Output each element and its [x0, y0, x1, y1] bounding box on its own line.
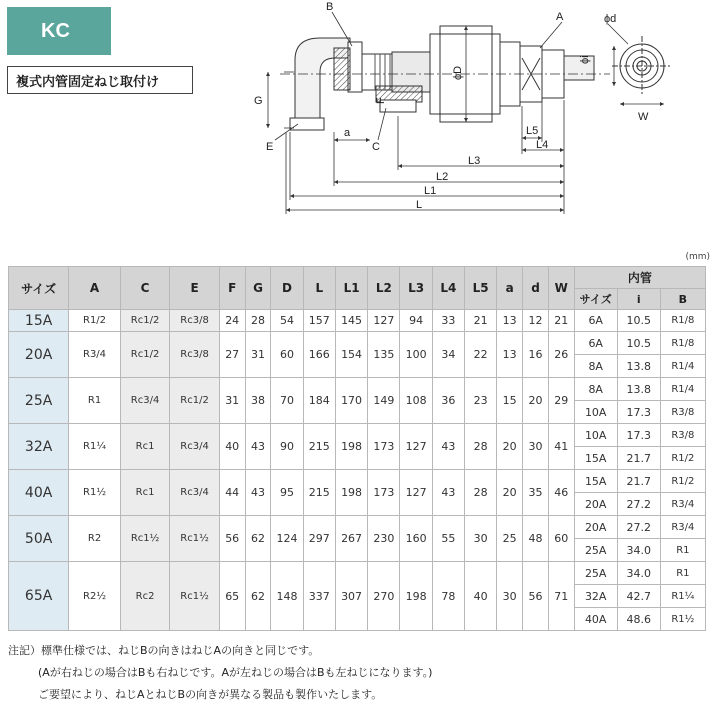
size-cell: 25A	[9, 378, 69, 424]
note-line-1: 注記）標準仕様では、ねじBの向きはねじAの向きと同じです。	[8, 644, 320, 657]
column-header: F	[219, 267, 245, 310]
cell-l3: 160	[400, 516, 432, 562]
table-row	[9, 562, 706, 585]
cell-c: Rc1½	[120, 516, 169, 562]
inner-cell-b: R3/8	[660, 424, 705, 447]
size-cell: 15A	[9, 310, 69, 332]
cell-e: Rc3/8	[170, 332, 219, 378]
cell-a: R2	[69, 516, 121, 562]
column-header: E	[170, 267, 219, 310]
label-E: E	[266, 141, 274, 153]
cell-l: 215	[303, 424, 335, 470]
cell-a: 13	[497, 310, 523, 332]
cell-a: R1½	[69, 470, 121, 516]
cell-l4: 43	[432, 470, 464, 516]
cell-l5: 28	[465, 424, 497, 470]
column-header: L1	[335, 267, 367, 310]
cell-c: Rc1/2	[120, 332, 169, 378]
inner-cell-b: R3/4	[660, 493, 705, 516]
label-L: L	[416, 199, 423, 211]
column-header: L4	[432, 267, 464, 310]
inner-cell-i: 13.8	[617, 378, 660, 401]
cell-a: R1	[69, 378, 121, 424]
inner-cell-size: 6A	[574, 310, 617, 332]
cell-w: 41	[548, 424, 574, 470]
cell-l4: 34	[432, 332, 464, 378]
cell-l3: 108	[400, 378, 432, 424]
cell-d: 124	[271, 516, 303, 562]
label-phi-D: ϕD	[452, 65, 464, 80]
elbow-body	[290, 38, 362, 130]
inner-cell-size: 10A	[574, 424, 617, 447]
cell-a: 15	[497, 378, 523, 424]
inner-pipe-header: 内管	[574, 267, 705, 289]
inner-cell-i: 48.6	[617, 608, 660, 631]
inner-cell-i: 27.2	[617, 493, 660, 516]
cell-l4: 78	[432, 562, 464, 631]
inner-cell-i: 17.3	[617, 401, 660, 424]
cell-l5: 22	[465, 332, 497, 378]
column-header: L	[303, 267, 335, 310]
cell-f: 31	[219, 378, 245, 424]
inner-cell-i: 42.7	[617, 585, 660, 608]
column-header: C	[120, 267, 169, 310]
notes	[8, 640, 432, 704]
cell-l2: 135	[368, 332, 400, 378]
label-phi-d: ϕd	[604, 13, 617, 25]
size-cell: 50A	[9, 516, 69, 562]
cell-l2: 127	[368, 310, 400, 332]
column-header: W	[548, 267, 574, 310]
cell-e: Rc3/4	[170, 424, 219, 470]
inner-cell-size: 20A	[574, 493, 617, 516]
technical-drawing	[240, 0, 720, 225]
inner-cell-size: 20A	[574, 516, 617, 539]
cell-l1: 145	[335, 310, 367, 332]
cell-d: 30	[523, 424, 549, 470]
cell-a: 20	[497, 470, 523, 516]
table-row	[9, 516, 706, 539]
cell-l3: 127	[400, 424, 432, 470]
inner-thread	[362, 52, 432, 112]
cell-l3: 94	[400, 310, 432, 332]
inner-cell-size: 15A	[574, 447, 617, 470]
column-header: A	[69, 267, 121, 310]
cell-c: Rc1	[120, 424, 169, 470]
cell-c: Rc3/4	[120, 378, 169, 424]
cell-d: 95	[271, 470, 303, 516]
cell-d: 12	[523, 310, 549, 332]
cell-l: 215	[303, 470, 335, 516]
label-a: a	[344, 127, 351, 139]
label-phi-i: ϕi	[579, 55, 591, 64]
cell-d: 56	[523, 562, 549, 631]
label-A: A	[556, 11, 564, 23]
cell-l2: 173	[368, 424, 400, 470]
inner-cell-b: R3/8	[660, 401, 705, 424]
cell-f: 56	[219, 516, 245, 562]
cell-d: 54	[271, 310, 303, 332]
cell-w: 26	[548, 332, 574, 378]
column-header: d	[523, 267, 549, 310]
cell-g: 38	[245, 378, 271, 424]
cell-l4: 33	[432, 310, 464, 332]
cell-l1: 198	[335, 424, 367, 470]
cell-g: 43	[245, 470, 271, 516]
column-header: L3	[400, 267, 432, 310]
cell-l3: 100	[400, 332, 432, 378]
size-cell: 65A	[9, 562, 69, 631]
inner-cell-size: 10A	[574, 401, 617, 424]
inner-cell-b: R1/2	[660, 447, 705, 470]
size-cell: 32A	[9, 424, 69, 470]
label-G: G	[254, 95, 263, 107]
cell-f: 65	[219, 562, 245, 631]
cell-l4: 55	[432, 516, 464, 562]
cell-l2: 149	[368, 378, 400, 424]
cell-l1: 170	[335, 378, 367, 424]
cell-a: R1/2	[69, 310, 121, 332]
inner-cell-size: 25A	[574, 562, 617, 585]
cell-d: 16	[523, 332, 549, 378]
table-head	[9, 267, 706, 310]
cell-f: 40	[219, 424, 245, 470]
inner-subheader: i	[617, 289, 660, 310]
cell-l2: 230	[368, 516, 400, 562]
inner-subheader: B	[660, 289, 705, 310]
inner-cell-i: 21.7	[617, 447, 660, 470]
cell-l1: 267	[335, 516, 367, 562]
size-cell: 40A	[9, 470, 69, 516]
table-row	[9, 332, 706, 355]
inner-cell-b: R1/4	[660, 378, 705, 401]
cell-f: 24	[219, 310, 245, 332]
subtitle-text: 複式内管固定ねじ取付け	[16, 74, 160, 90]
cell-e: Rc1½	[170, 562, 219, 631]
label-B: B	[326, 1, 334, 13]
subtitle-box	[7, 66, 193, 94]
table-row	[9, 470, 706, 493]
cell-e: Rc3/8	[170, 310, 219, 332]
inner-cell-i: 21.7	[617, 470, 660, 493]
cell-l4: 43	[432, 424, 464, 470]
inner-cell-size: 8A	[574, 378, 617, 401]
cell-d: 148	[271, 562, 303, 631]
inner-cell-i: 10.5	[617, 310, 660, 332]
label-L3: L3	[468, 155, 481, 167]
cell-a: R3/4	[69, 332, 121, 378]
cell-l1: 154	[335, 332, 367, 378]
end-view	[612, 36, 672, 96]
cell-a: 13	[497, 332, 523, 378]
cell-w: 21	[548, 310, 574, 332]
inner-cell-i: 17.3	[617, 424, 660, 447]
inner-cell-size: 15A	[574, 470, 617, 493]
cell-c: Rc2	[120, 562, 169, 631]
column-header: L5	[465, 267, 497, 310]
column-header: D	[271, 267, 303, 310]
cell-l: 166	[303, 332, 335, 378]
cell-l1: 198	[335, 470, 367, 516]
cell-d: 70	[271, 378, 303, 424]
label-L4: L4	[536, 139, 549, 151]
label-C: C	[372, 141, 380, 153]
note-line-2: (Aが右ねじの場合はBも右ねじです。Aが左ねじの場合はBも左ねじになります。)	[38, 666, 433, 679]
cell-e: Rc1/2	[170, 378, 219, 424]
cell-a: R1¼	[69, 424, 121, 470]
cell-a: 20	[497, 424, 523, 470]
table-row	[9, 310, 706, 332]
label-W: W	[638, 111, 649, 123]
cell-d: 48	[523, 516, 549, 562]
cell-w: 71	[548, 562, 574, 631]
cell-g: 31	[245, 332, 271, 378]
cell-g: 62	[245, 562, 271, 631]
inner-cell-size: 25A	[574, 539, 617, 562]
inner-cell-b: R3/4	[660, 516, 705, 539]
cell-a: 30	[497, 562, 523, 631]
cell-l3: 198	[400, 562, 432, 631]
inner-cell-i: 27.2	[617, 516, 660, 539]
column-header: L2	[368, 267, 400, 310]
cell-c: Rc1/2	[120, 310, 169, 332]
label-L2: L2	[436, 171, 449, 183]
spec-table	[8, 266, 706, 631]
cell-l3: 127	[400, 470, 432, 516]
column-header: a	[497, 267, 523, 310]
inner-subheader: サイズ	[574, 289, 617, 310]
cell-d: 20	[523, 378, 549, 424]
table-row	[9, 424, 706, 447]
cell-a: R2½	[69, 562, 121, 631]
inner-cell-b: R1/8	[660, 310, 705, 332]
inner-cell-size: 32A	[574, 585, 617, 608]
inner-cell-i: 10.5	[617, 332, 660, 355]
cell-l: 337	[303, 562, 335, 631]
cell-w: 46	[548, 470, 574, 516]
cell-l2: 173	[368, 470, 400, 516]
cell-g: 62	[245, 516, 271, 562]
cell-d: 35	[523, 470, 549, 516]
label-L1: L1	[424, 185, 437, 197]
cell-l4: 36	[432, 378, 464, 424]
cell-f: 44	[219, 470, 245, 516]
inner-cell-b: R1/2	[660, 470, 705, 493]
cell-f: 27	[219, 332, 245, 378]
cell-c: Rc1	[120, 470, 169, 516]
cell-l2: 270	[368, 562, 400, 631]
inner-cell-i: 34.0	[617, 562, 660, 585]
cell-d: 90	[271, 424, 303, 470]
inner-cell-i: 13.8	[617, 355, 660, 378]
unit-label: (mm)	[685, 252, 710, 262]
inner-cell-b: R1/8	[660, 332, 705, 355]
column-header: G	[245, 267, 271, 310]
cell-a: 25	[497, 516, 523, 562]
label-F: F	[375, 97, 387, 104]
cell-l5: 28	[465, 470, 497, 516]
inner-cell-size: 6A	[574, 332, 617, 355]
table-row	[9, 378, 706, 401]
model-badge	[7, 7, 111, 55]
column-header: サイズ	[9, 267, 69, 310]
cell-g: 43	[245, 424, 271, 470]
cell-l5: 30	[465, 516, 497, 562]
cell-w: 29	[548, 378, 574, 424]
note-line-3: ご要望により、ねじAとねじBの向きが異なる製品も製作いたします。	[38, 688, 383, 701]
size-cell: 20A	[9, 332, 69, 378]
inner-cell-b: R1	[660, 562, 705, 585]
cell-l: 184	[303, 378, 335, 424]
cell-e: Rc3/4	[170, 470, 219, 516]
cell-l: 157	[303, 310, 335, 332]
cell-g: 28	[245, 310, 271, 332]
cell-l5: 23	[465, 378, 497, 424]
inner-cell-b: R1¼	[660, 585, 705, 608]
cell-e: Rc1½	[170, 516, 219, 562]
inner-cell-b: R1	[660, 539, 705, 562]
inner-cell-size: 8A	[574, 355, 617, 378]
inner-cell-size: 40A	[574, 608, 617, 631]
cell-d: 60	[271, 332, 303, 378]
cell-l5: 40	[465, 562, 497, 631]
table-body	[9, 310, 706, 631]
cell-l5: 21	[465, 310, 497, 332]
model-name: KC	[41, 19, 70, 42]
cell-l: 297	[303, 516, 335, 562]
cell-l1: 307	[335, 562, 367, 631]
label-L5: L5	[526, 125, 539, 137]
inner-cell-b: R1/4	[660, 355, 705, 378]
inner-cell-b: R1½	[660, 608, 705, 631]
cell-w: 60	[548, 516, 574, 562]
inner-cell-i: 34.0	[617, 539, 660, 562]
